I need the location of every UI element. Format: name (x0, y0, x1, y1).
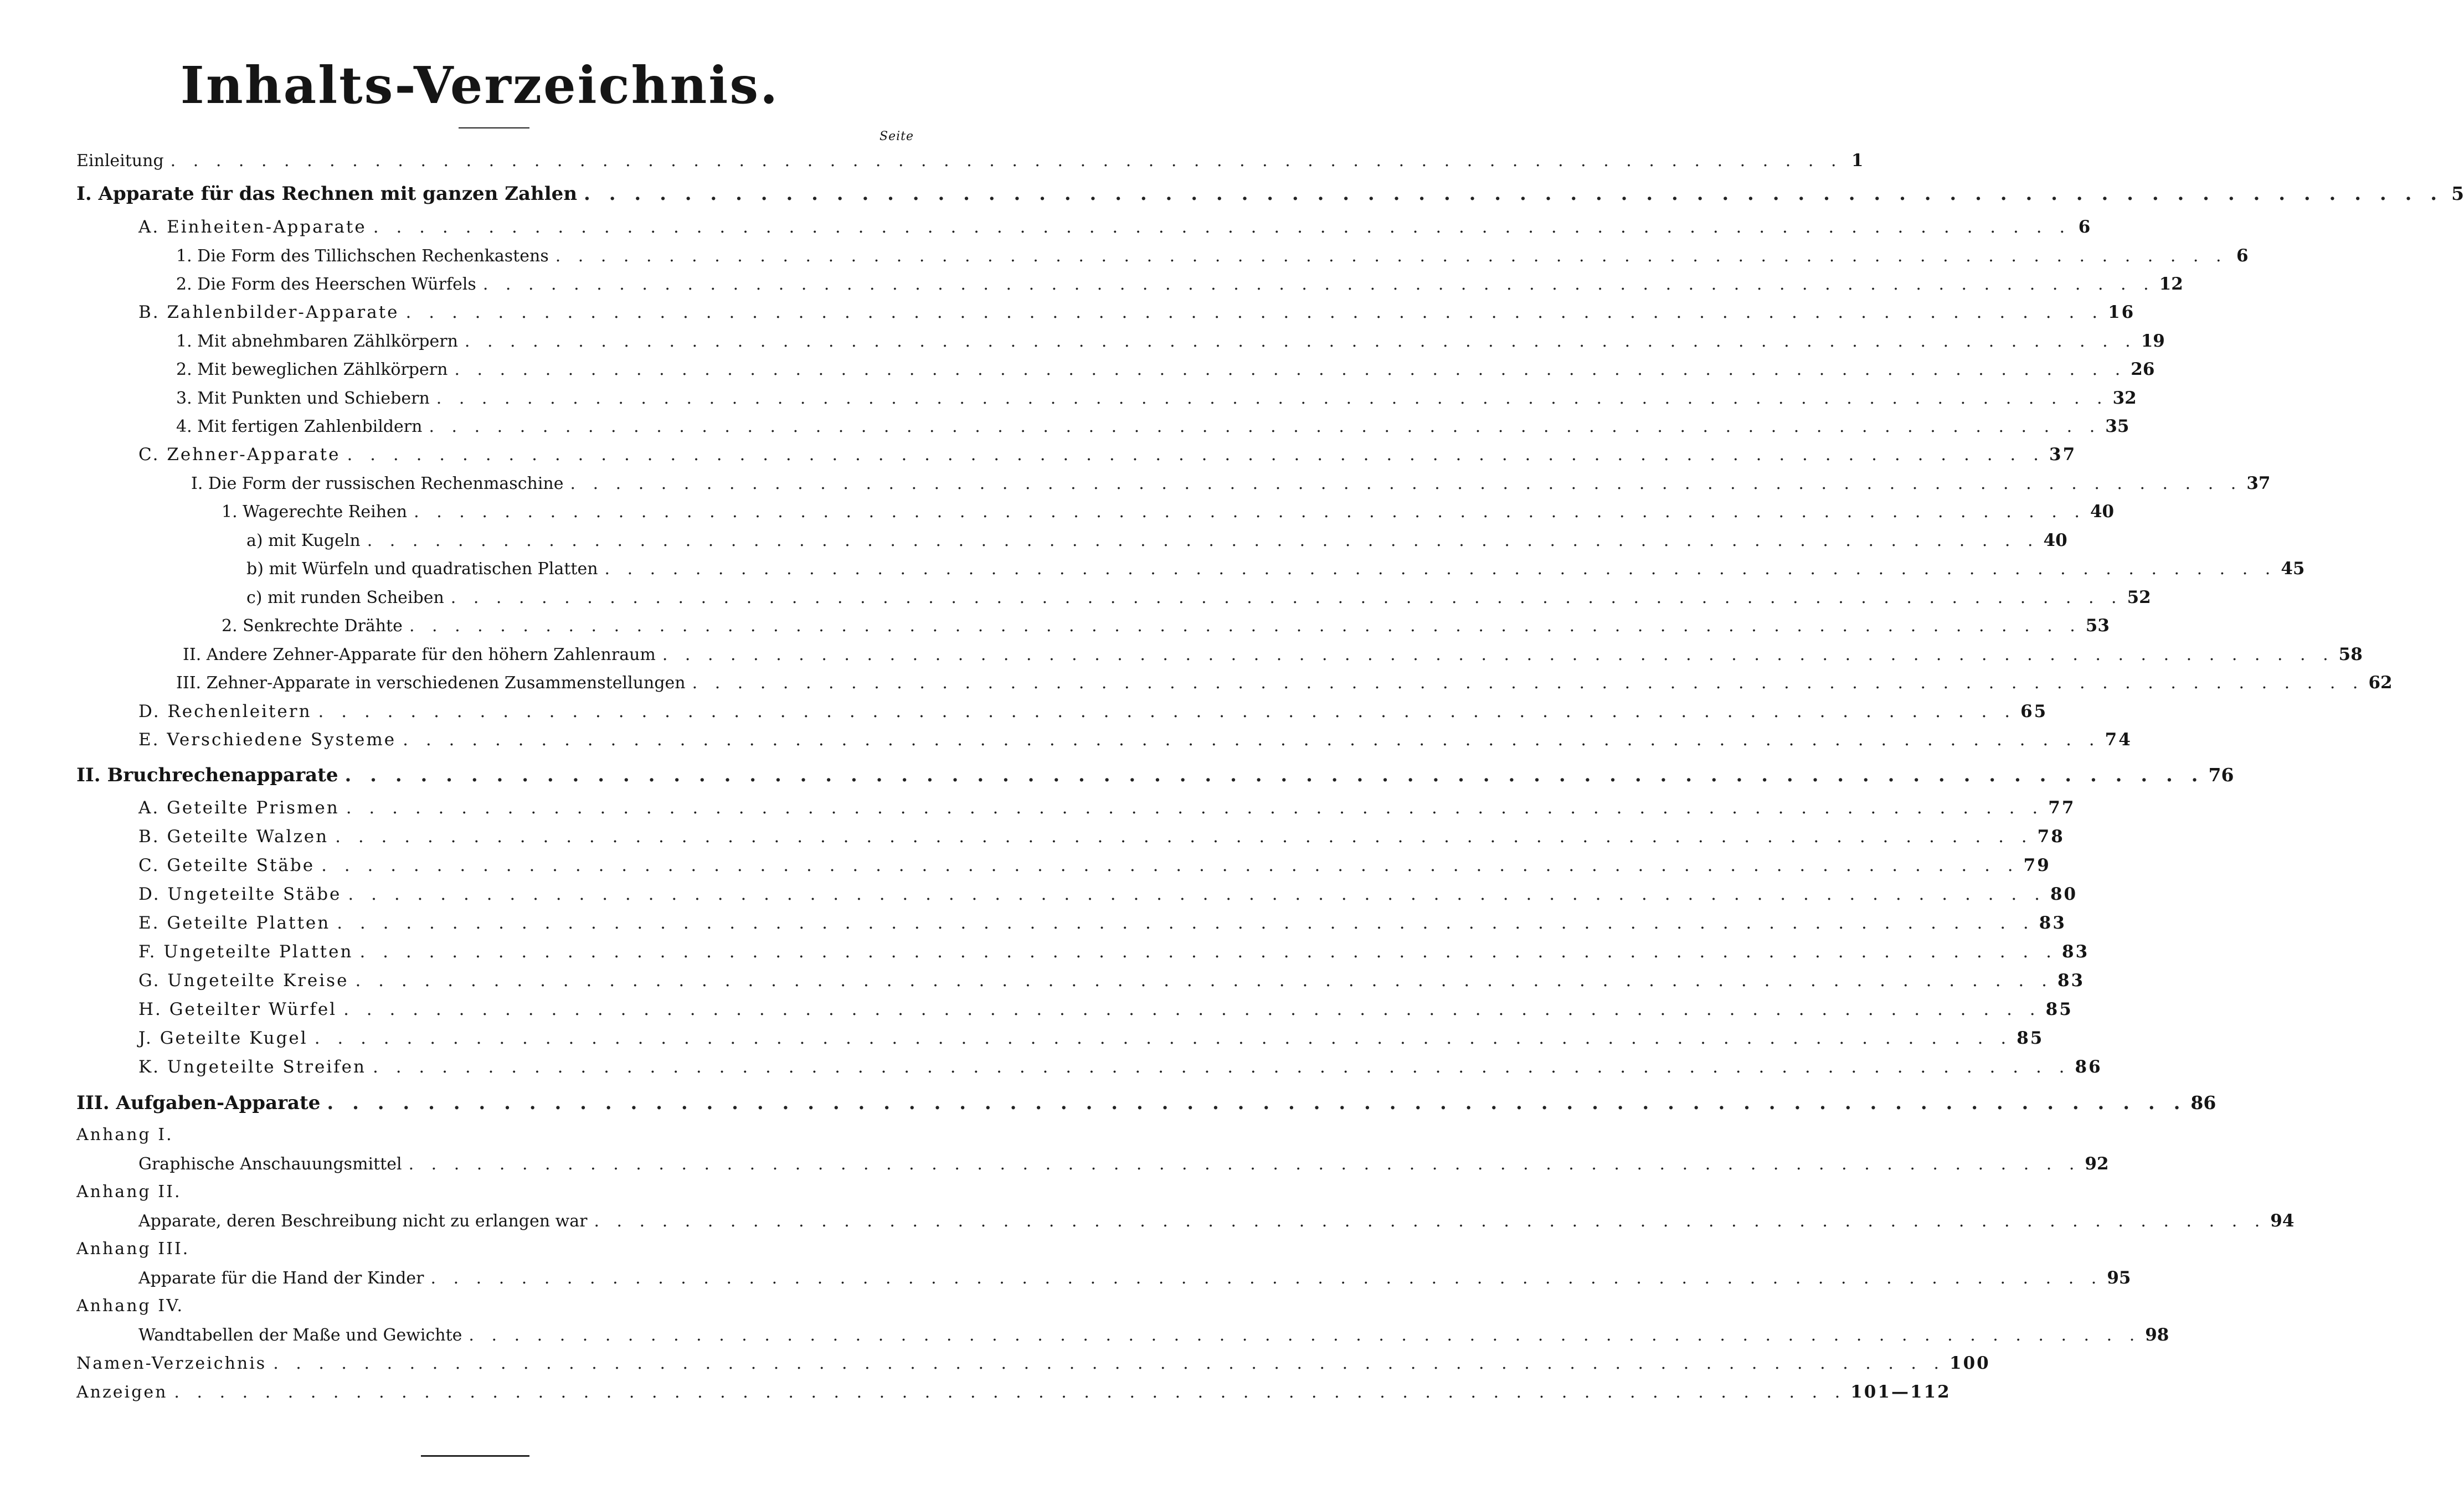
dot-leader: . . . . . . . . . . . . . . . . . . . . . . . . . . . . . . . . . . . . . . . . . . . . . . . . . . . . . . . . . . . . . . . . . . . . . . . . . . (662, 645, 2334, 664)
toc-entry-label: 2. Die Form des Heerschen Würfels (176, 275, 476, 294)
toc-entry-page: 94 (2270, 1211, 2295, 1231)
toc-entry (76, 1125, 908, 1144)
toc-entry-label: Apparate für die Hand der Kinder (138, 1269, 424, 1288)
toc-entry-page: 1 (1851, 151, 1864, 171)
toc-entry-page: 85 (2017, 1028, 2044, 1048)
toc-entry-label: G. Ungeteilte Kreise (138, 971, 349, 991)
dot-leader: . . . . . . . . . . . . . . . . . . . . . . . . . . . . . . . . . . . . . . . . . . . . . . . . . . . . . . . . . . . . . . . . . . . . . . . . . . (346, 798, 2044, 818)
toc-entry (138, 217, 2092, 237)
toc-entry (76, 764, 2234, 786)
toc-entry (138, 855, 2051, 875)
toc-entry (246, 559, 2305, 579)
toc-entry-page: 95 (2107, 1268, 2131, 1288)
toc-entry-label: B. Geteilte Walzen (138, 827, 329, 847)
dot-leader: . . . . . . . . . . . . . . . . . . . . . . . . . . . . . . . . . . . . . . . . . . . . . . . . . . . . . . . . . . . . . . . . . . . . . . . . . . (454, 360, 2127, 379)
toc-entry (138, 1268, 2131, 1288)
toc-entry-label: C. Geteilte Stäbe (138, 855, 315, 875)
dot-leader: . . . . . . . . . . . . . . . . . . . . . . . . . . . . . . . . . . . . . . . . . . . . . . . . . . . . . . . . . . . . . . . . . . . . . . . . . . (314, 1028, 2013, 1048)
bottom-rule (421, 1455, 529, 1457)
dot-leader: . . . . . . . . . . . . . . . . . . . . . . . . . . . . . . . . . . . . . . . . . . . . . . . . . . . . . . . . . . . . . . . . . . . . . . . . . . (692, 673, 2364, 693)
toc-entry-page: 83 (2057, 971, 2085, 991)
toc-entry-label: c) mit runden Scheiben (246, 588, 444, 607)
toc-entry-page: 32 (2112, 388, 2137, 408)
toc-entry-label: A. Einheiten-Apparate (138, 217, 367, 237)
dot-leader: . . . . . . . . . . . . . . . . . . . . . . . . . . . . . . . . . . . . . . . . . . . . . . . . . . . . . . . . . . . . . . . . . . . . . . . . . . (403, 730, 2101, 750)
dot-leader: . . . . . . . . . . . . . . . . . . . . . . . . . . . . . . . . . . . . . . . . . . . . . . . . . . . . . . . . . . . . . . . . . . . . . . . . . . (409, 616, 2081, 636)
toc-entry-page: 83 (2039, 913, 2066, 933)
toc-entry-label: C. Zehner-Apparate (138, 445, 341, 465)
dot-leader: . . . . . . . . . . . . . . . . . . . . . . . . . . . . . . . . . . . . . . . . . . . . . . . . . . . . . . . . . . . . . . . . . . . . . . . . . . (321, 855, 2019, 875)
dot-leader: . . . . . . . . . . . . . . . . . . . . . . . . . . . . . . . . . . . . . . . . . . . . . . . . . . . . . . . . . . . . . . . . . . . . . . . . . . (170, 151, 1843, 171)
toc-entry-label: Namen-Verzeichnis (76, 1354, 267, 1373)
toc-entry-label: a) mit Kugeln (246, 531, 361, 550)
toc-entry-page: 40 (2090, 502, 2115, 522)
toc-entry-page: 37 (2246, 473, 2271, 493)
toc-entry-label: I. Die Form der russischen Rechenmaschine (191, 474, 564, 493)
toc-entry-label: Anzeigen (76, 1383, 168, 1402)
dot-leader: . . . . . . . . . . . . . . . . . . . . . . . . . . . . . . . . . . . . . . . . . . . . . . . . . . . . . . . . . . . . . . . . . . . . . . . . . . (429, 417, 2101, 436)
toc-entry (176, 359, 2155, 379)
toc-entry-page: 98 (2145, 1325, 2169, 1345)
dot-leader: . . . . . . . . . . . . . . . . . . . . . . . . . . . . . . . . . . . . . . . . . . . . . . . . . . . . . . . . . . . . . . . . . . . . . . . . . . (584, 183, 2444, 205)
toc-entry-label: F. Ungeteilte Platten (138, 942, 353, 962)
toc-entry-label: I. Apparate für das Rechnen mit ganzen Zahlen (76, 183, 578, 205)
dot-leader: . . . . . . . . . . . . . . . . . . . . . . . . . . . . . . . . . . . . . . . . . . . . . . . . . . . . . . . . . . . . . . . . . . . . . . . . . . (450, 588, 2123, 607)
toc-entry-label: 1. Wagerechte Reihen (222, 502, 408, 522)
toc-entry (138, 971, 2085, 991)
toc-entry-label: Anhang I. (76, 1125, 173, 1144)
toc-entry-page: 52 (2127, 587, 2151, 607)
toc-entry-page: 12 (2159, 274, 2183, 294)
dot-leader: . . . . . . . . . . . . . . . . . . . . . . . . . . . . . . . . . . . . . . . . . . . . . . . . . . . . . . . . . . . . . . . . . . . . . . . . . . (570, 474, 2242, 493)
dot-leader: . . . . . . . . . . . . . . . . . . . . . . . . . . . . . . . . . . . . . . . . . . . . . . . . . . . . . . . . . . . . . . . . . . . . . . . . . . (327, 1092, 2187, 1114)
toc-entry-label: D. Rechenleitern (138, 702, 312, 721)
page-title: Inhalts-Verzeichnis. (180, 55, 780, 115)
toc-entry-label: Einleitung (76, 151, 164, 171)
page-column-label: Seite (879, 130, 914, 143)
toc-entry-page: 6 (2236, 246, 2249, 266)
dot-leader: . . . . . . . . . . . . . . . . . . . . . . . . . . . . . . . . . . . . . . . . . . . . . . . . . . . . . . . . . . . . . . . . . . . . . . . . . . (482, 275, 2155, 294)
toc-entry-label: II. Andere Zehner-Apparate für den höhern Zahlenraum (183, 645, 656, 664)
dot-leader: . . . . . . . . . . . . . . . . . . . . . . . . . . . . . . . . . . . . . . . . . . . . . . . . . . . . . . . . . . . . . . . . . . . . . . . . . . (414, 502, 2086, 522)
toc-entry (176, 673, 2393, 693)
dot-leader: . . . . . . . . . . . . . . . . . . . . . . . . . . . . . . . . . . . . . . . . . . . . . . . . . . . . . . . . . . . . . . . . . . . . . . . . . . (367, 531, 2039, 550)
toc-entry (176, 388, 2137, 408)
dot-leader: . . . . . . . . . . . . . . . . . . . . . . . . . . . . . . . . . . . . . . . . . . . . . . . . . . . . . . . . . . . . . . . . . . . . . . . . . . (343, 999, 2041, 1019)
dot-leader: . . . . . . . . . . . . . . . . . . . . . . . . . . . . . . . . . . . . . . . . . . . . . . . . . . . . . . . . . . . . . . . . . . . . . . . . . . (373, 1057, 2071, 1077)
toc-entry-label: J. Geteilte Kugel (138, 1028, 308, 1048)
toc-entry-page: 76 (2208, 764, 2234, 786)
toc-entry-label: A. Geteilte Prismen (138, 798, 339, 818)
toc-entry (176, 331, 2165, 351)
toc-entry-label: Anhang II. (76, 1182, 182, 1202)
toc-entry-label: 3. Mit Punkten und Schiebern (176, 389, 430, 408)
dot-leader: . . . . . . . . . . . . . . . . . . . . . . . . . . . . . . . . . . . . . . . . . . . . . . . . . . . . . . . . . . . . . . . . . . . . . . . . . . (405, 302, 2104, 322)
toc-entry (138, 1325, 2169, 1345)
dot-leader: . . . . . . . . . . . . . . . . . . . . . . . . . . . . . . . . . . . . . . . . . . . . . . . . . . . . . . . . . . . . . . . . . . . . . . . . . . (555, 246, 2228, 266)
toc-entry-label: Anhang IV. (76, 1296, 184, 1316)
toc-entry-page: 92 (2085, 1154, 2109, 1174)
toc-entry-page: 6 (2078, 217, 2092, 237)
dot-leader: . . . . . . . . . . . . . . . . . . . . . . . . . . . . . . . . . . . . . . . . . . . . . . . . . . . . . . . . . . . . . . . . . . . . . . . . . . (464, 332, 2137, 351)
dot-leader: . . . . . . . . . . . . . . . . . . . . . . . . . . . . . . . . . . . . . . . . . . . . . . . . . . . . . . . . . . . . . . . . . . . . . . . . . . (355, 971, 2053, 991)
dot-leader: . . . . . . . . . . . . . . . . . . . . . . . . . . . . . . . . . . . . . . . . . . . . . . . . . . . . . . . . . . . . . . . . . . . . . . . . . . (430, 1269, 2103, 1288)
dot-leader: . . . . . . . . . . . . . . . . . . . . . . . . . . . . . . . . . . . . . . . . . . . . . . . . . . . . . . . . . . . . . . . . . . . . . . . . . . (469, 1326, 2141, 1345)
dot-leader: . . . . . . . . . . . . . . . . . . . . . . . . . . . . . . . . . . . . . . . . . . . . . . . . . . . . . . . . . . . . . . . . . . . . . . . . . . (408, 1154, 2081, 1174)
toc-entry-page: 74 (2105, 730, 2132, 750)
toc-entry-page: 101—112 (1850, 1382, 1951, 1402)
toc-entry-label: 1. Mit abnehmbaren Zählkörpern (176, 332, 458, 351)
toc-entry (76, 151, 1864, 171)
toc-entry-label: K. Ungeteilte Streifen (138, 1057, 366, 1077)
toc-entry (246, 530, 2067, 550)
toc-entry-label: D. Ungeteilte Stäbe (138, 884, 342, 904)
dot-leader: . . . . . . . . . . . . . . . . . . . . . . . . . . . . . . . . . . . . . . . . . . . . . . . . . . . . . . . . . . . . . . . . . . . . . . . . . . (335, 827, 2033, 847)
toc-entry (138, 942, 2090, 962)
toc-entry (138, 999, 2073, 1019)
toc-entry-page: 58 (2338, 645, 2363, 664)
toc-entry (138, 445, 2077, 465)
toc-entry-label: Graphische Anschauungsmittel (138, 1154, 402, 1174)
toc-entry-label: B. Zahlenbilder-Apparate (138, 302, 399, 322)
toc-entry-page: 26 (2131, 359, 2155, 379)
toc-entry-label: E. Verschiedene Systeme (138, 730, 397, 750)
dot-leader: . . . . . . . . . . . . . . . . . . . . . . . . . . . . . . . . . . . . . . . . . . . . . . . . . . . . . . . . . . . . . . . . . . . . . . . . . . (174, 1383, 1846, 1402)
toc-entry (76, 1182, 908, 1202)
toc-entry-page: 65 (2020, 702, 2048, 721)
toc-entry (76, 1092, 2216, 1114)
dot-leader: . . . . . . . . . . . . . . . . . . . . . . . . . . . . . . . . . . . . . . . . . . . . . . . . . . . . . . . . . . . . . . . . . . . . . . . . . . (373, 217, 2071, 237)
toc-entry-page: 62 (2368, 673, 2393, 693)
dot-leader: . . . . . . . . . . . . . . . . . . . . . . . . . . . . . . . . . . . . . . . . . . . . . . . . . . . . . . . . . . . . . . . . . . . . . . . . . . (337, 913, 2035, 933)
toc-entry-label: II. Bruchrechenapparate (76, 764, 338, 786)
toc-entry (138, 827, 2065, 847)
dot-leader: . . . . . . . . . . . . . . . . . . . . . . . . . . . . . . . . . . . . . . . . . . . . . . . . . . . . . . . . . . . . . . . . . . . . . . . . . . (344, 764, 2204, 786)
toc-entry (76, 183, 2464, 205)
toc-entry (138, 1028, 2044, 1048)
toc-entry (246, 587, 2151, 607)
toc-entry (222, 616, 2110, 636)
dot-leader: . . . . . . . . . . . . . . . . . . . . . . . . . . . . . . . . . . . . . . . . . . . . . . . . . . . . . . . . . . . . . . . . . . . . . . . . . . (348, 884, 2046, 904)
dot-leader: . . . . . . . . . . . . . . . . . . . . . . . . . . . . . . . . . . . . . . . . . . . . . . . . . . . . . . . . . . . . . . . . . . . . . . . . . . (318, 702, 2017, 721)
toc-entry-page: 78 (2037, 827, 2065, 847)
toc-entry-label: H. Geteilter Würfel (138, 999, 337, 1019)
toc-entry-page: 86 (2190, 1092, 2216, 1113)
toc-entry (176, 246, 2249, 266)
toc-entry-page: 100 (1949, 1353, 1990, 1373)
toc-entry-page: 53 (2085, 616, 2110, 636)
toc-entry-page: 79 (2023, 855, 2051, 875)
toc-entry (138, 798, 2076, 818)
toc-entry (138, 913, 2066, 933)
toc-entry (176, 274, 2183, 294)
toc-entry-label: 1. Die Form des Tillichschen Rechenkastens (176, 246, 549, 266)
toc-entry (138, 1211, 2295, 1231)
toc-entry-label: III. Aufgaben-Apparate (76, 1092, 321, 1114)
dot-leader: . . . . . . . . . . . . . . . . . . . . . . . . . . . . . . . . . . . . . . . . . . . . . . . . . . . . . . . . . . . . . . . . . . . . . . . . . . (436, 389, 2108, 408)
toc-entry-page: 83 (2062, 942, 2090, 962)
toc-entry-label: Wandtabellen der Maße und Gewichte (138, 1326, 462, 1345)
toc-entry (138, 302, 2136, 322)
toc-entry-label: Anhang III. (76, 1239, 190, 1259)
toc-entry (191, 473, 2271, 493)
toc-entry-label: Apparate, deren Beschreibung nicht zu erlangen war (138, 1211, 588, 1231)
toc-entry-page: 45 (2281, 559, 2305, 579)
toc-entry (76, 1353, 1990, 1373)
toc-entry (76, 1239, 908, 1259)
toc-entry (138, 884, 2078, 904)
toc-entry-label: 2. Senkrechte Drähte (222, 616, 403, 636)
toc-entry-page: 40 (2043, 530, 2067, 550)
toc-entry-label: III. Zehner-Apparate in verschiedenen Zusammenstellungen (176, 673, 686, 693)
toc-entry-page: 77 (2048, 798, 2076, 818)
toc-entry-page: 19 (2141, 331, 2165, 351)
toc-entry (138, 1057, 2102, 1077)
dot-leader: . . . . . . . . . . . . . . . . . . . . . . . . . . . . . . . . . . . . . . . . . . . . . . . . . . . . . . . . . . . . . . . . . . . . . . . . . . (359, 942, 2057, 962)
dot-leader: . . . . . . . . . . . . . . . . . . . . . . . . . . . . . . . . . . . . . . . . . . . . . . . . . . . . . . . . . . . . . . . . . . . . . . . . . . (347, 445, 2045, 465)
toc-entry-page: 37 (2049, 445, 2077, 465)
toc-entry-label: 4. Mit fertigen Zahlenbildern (176, 417, 423, 436)
toc-entry (222, 502, 2115, 522)
toc-entry-page: 85 (2045, 999, 2073, 1019)
toc-entry (76, 1382, 1951, 1402)
toc-entry (176, 416, 2129, 436)
dot-leader: . . . . . . . . . . . . . . . . . . . . . . . . . . . . . . . . . . . . . . . . . . . . . . . . . . . . . . . . . . . . . . . . . . . . . . . . . . (604, 559, 2277, 579)
toc-entry (138, 702, 2048, 721)
toc-entry-page: 80 (2050, 884, 2078, 904)
toc-entry-page: 16 (2108, 302, 2136, 322)
toc-entry-label: E. Geteilte Platten (138, 913, 331, 933)
toc-entry (76, 1296, 908, 1316)
toc-entry-page: 86 (2075, 1057, 2102, 1077)
toc-entry (183, 645, 2363, 664)
toc-entry-page: 35 (2105, 416, 2129, 436)
dot-leader: . . . . . . . . . . . . . . . . . . . . . . . . . . . . . . . . . . . . . . . . . . . . . . . . . . . . . . . . . . . . . . . . . . . . . . . . . . (273, 1354, 1946, 1373)
toc-entry-label: b) mit Würfeln und quadratischen Platten (246, 559, 598, 579)
dot-leader: . . . . . . . . . . . . . . . . . . . . . . . . . . . . . . . . . . . . . . . . . . . . . . . . . . . . . . . . . . . . . . . . . . . . . . . . . . (594, 1211, 2266, 1231)
toc-entry (138, 1154, 2109, 1174)
toc-entry-page: 5 (2451, 183, 2464, 204)
toc-entry-label: 2. Mit beweglichen Zählkörpern (176, 360, 448, 379)
toc-entry (138, 730, 2132, 750)
